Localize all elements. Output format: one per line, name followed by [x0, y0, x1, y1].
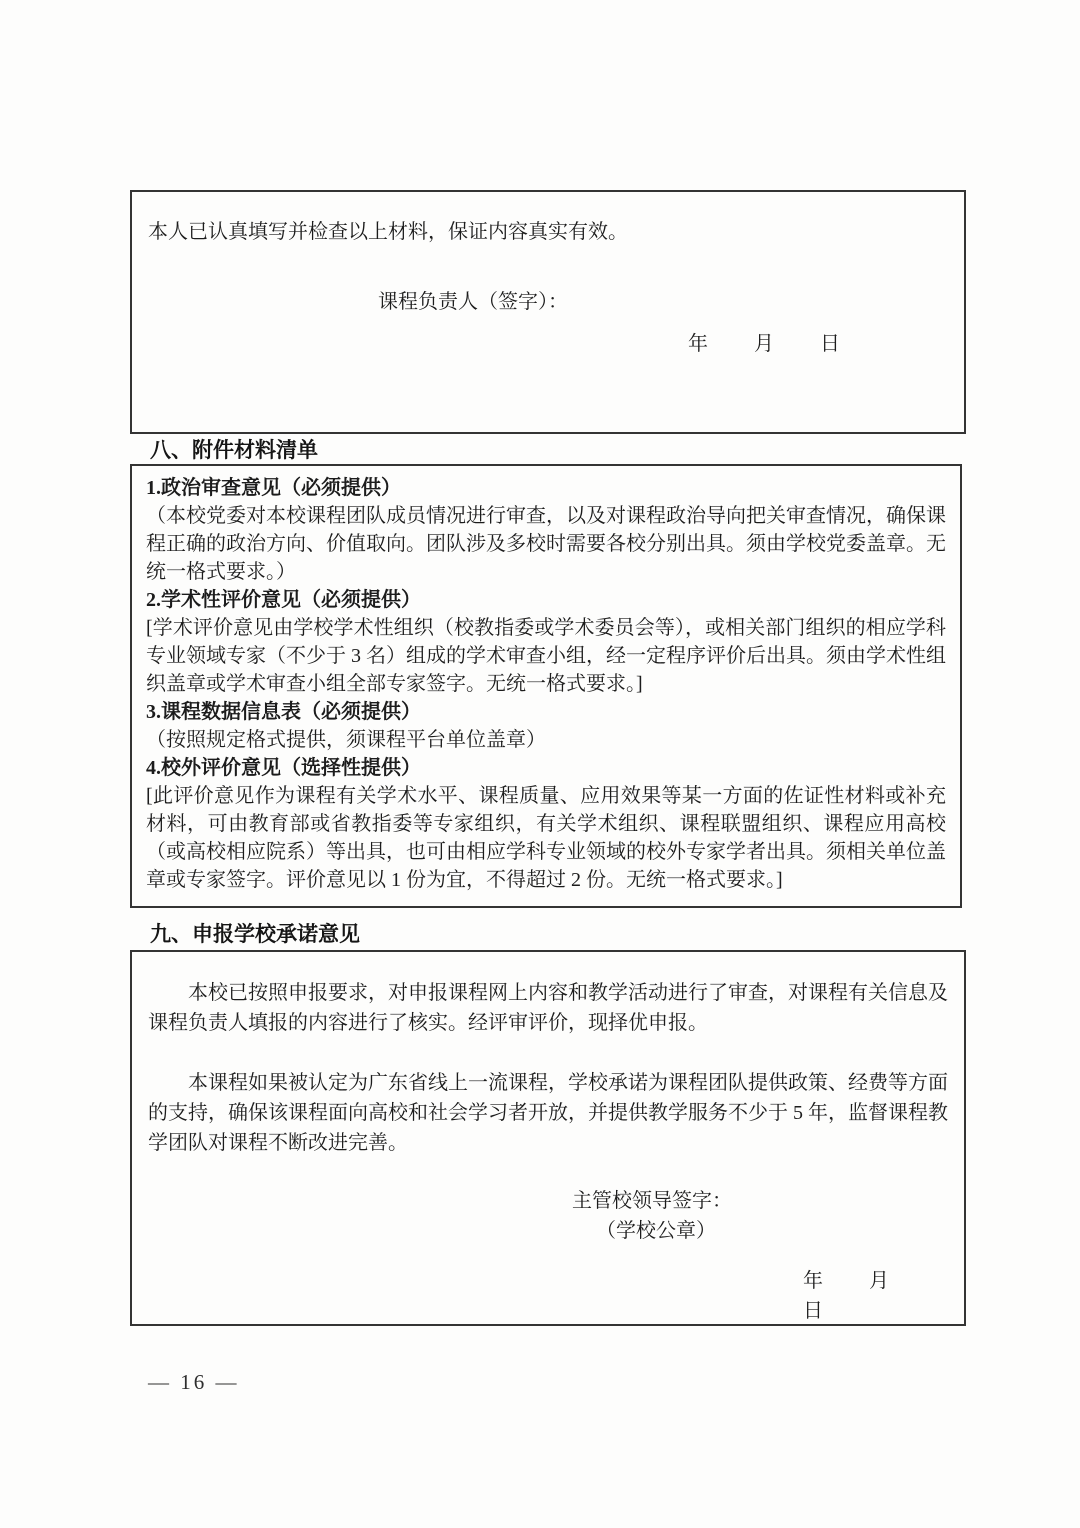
declaration-statement: 本人已认真填写并检查以上材料，保证内容真实有效。 [148, 221, 628, 243]
attachment-item [146, 754, 946, 894]
page-number: — 16 — [148, 1370, 240, 1394]
attachment-item-title: 2.学术性评价意见（必须提供） [146, 589, 421, 611]
commitment-date-line: 年 月 日 [803, 1270, 935, 1322]
attachments-box [130, 464, 962, 908]
attachment-item-title: 1.政治审查意见（必须提供） [146, 477, 401, 499]
commitment-paragraph-1: 本校已按照申报要求，对申报课程网上内容和教学活动进行了审查，对课程有关信息及课程负责人填报的内容进行了核实。经评审评价，现择优申报。 [148, 982, 948, 1034]
attachment-item [146, 698, 946, 754]
course-leader-signature-label: 课程负责人（签字）： [378, 291, 568, 313]
school-seal-label: （学校公章） [596, 1220, 716, 1242]
section9-heading: 九、申报学校承诺意见 [150, 922, 360, 946]
declaration-box [130, 190, 966, 434]
attachment-item-desc: [此评价意见作为课程有关学术水平、课程质量、应用效果等某一方面的佐证性材料或补充材料，可由教育部或省教指委等专家组织，有关学术组织、课程联盟组织、课程应用高校（或高校相应院系）等出具，也可由相应学科专业领域的校外专家学者出具。须相关单位盖章或专家签字。评价意见以 1 份为宜，不得超过 2 份。无统一格式要求。] [146, 785, 946, 891]
attachment-item-title: 3.课程数据信息表（必须提供） [146, 701, 421, 723]
commitment-paragraph-2: 本课程如果被认定为广东省线上一流课程，学校承诺为课程团队提供政策、经费等方面的支持，确保该课程面向高校和社会学习者开放，并提供教学服务不少于 5 年，监督课程教学团队对课程不断改进完善。 [148, 1072, 948, 1154]
section8-heading: 八、附件材料清单 [150, 438, 318, 462]
attachment-item [146, 474, 946, 586]
declaration-date-line: 年 月 日 [688, 333, 842, 355]
leader-signature-label: 主管校领导签字： [572, 1190, 732, 1212]
attachment-item-title: 4.校外评价意见（选择性提供） [146, 757, 421, 779]
attachment-item-desc: （按照规定格式提供，须课程平台单位盖章） [146, 729, 546, 751]
commitment-box [130, 950, 966, 1326]
attachment-item-desc: [学术评价意见由学校学术性组织（校教指委或学术委员会等），或相关部门组织的相应学科专业领域专家（不少于 3 名）组成的学术审查小组，经一定程序评价后出具。须由学术性组织盖章或学术审查小组全部专家签字。无统一格式要求。] [146, 617, 946, 695]
attachment-item [146, 586, 946, 698]
attachment-item-desc: （本校党委对本校课程团队成员情况进行审查，以及对课程政治导向把关审查情况，确保课程正确的政治方向、价值取向。团队涉及多校时需要各校分别出具。须由学校党委盖章。无统一格式要求。） [146, 505, 946, 583]
